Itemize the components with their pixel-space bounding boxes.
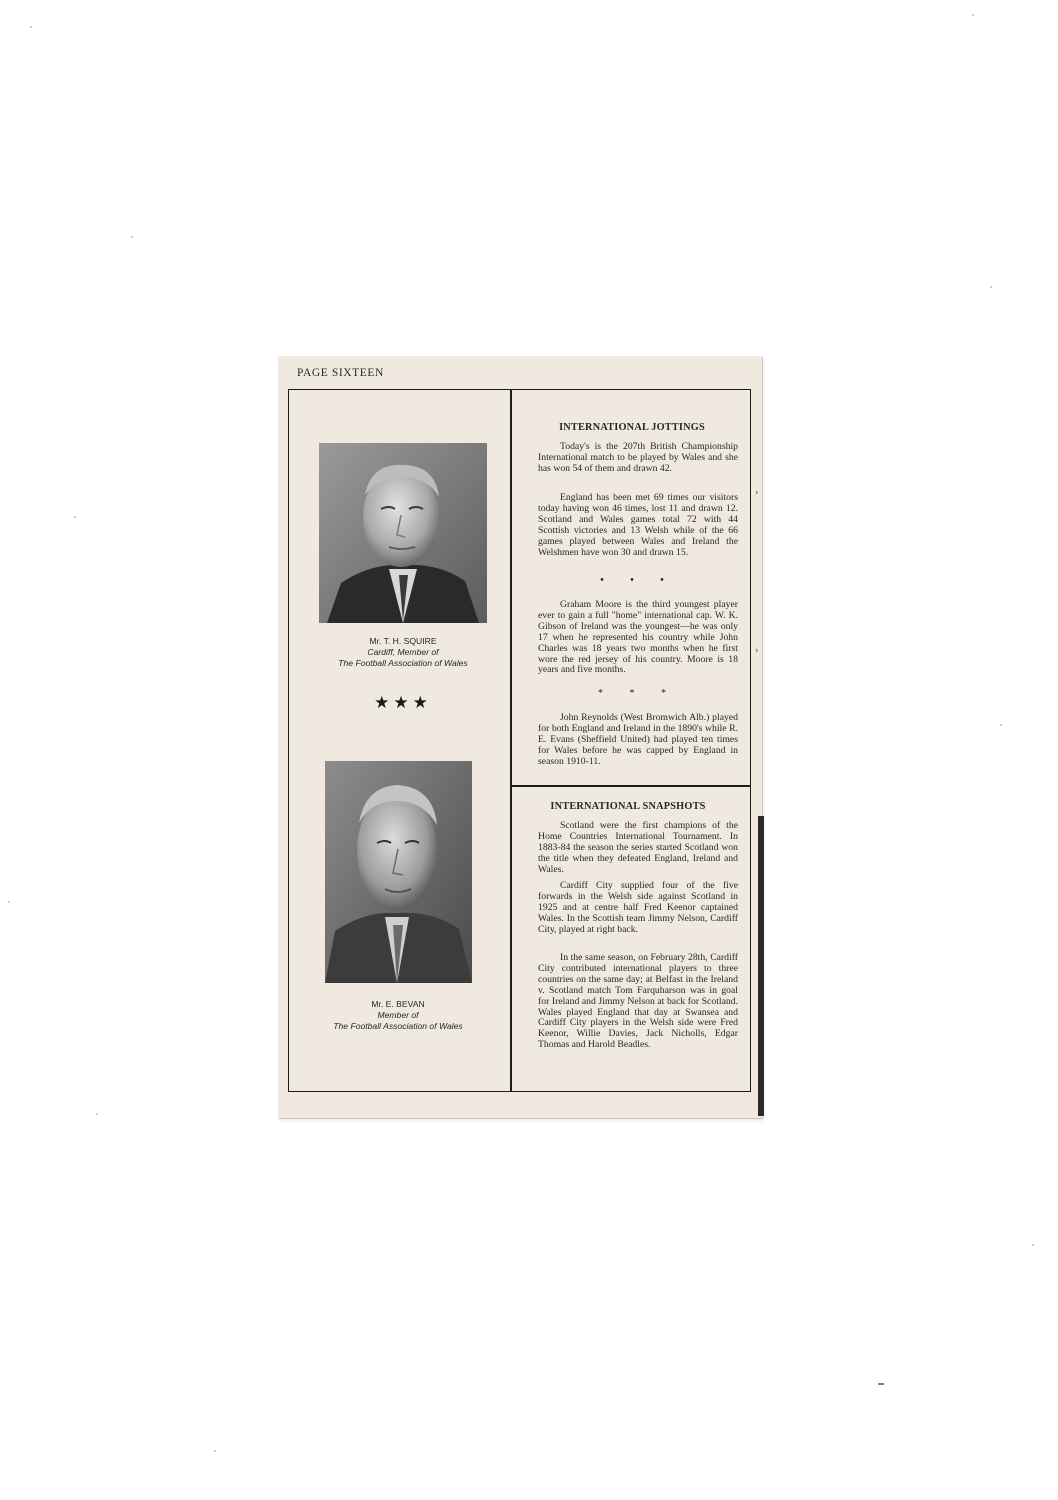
running-head: PAGE SIXTEEN — [297, 367, 384, 379]
scan-speck — [96, 1113, 98, 1115]
jottings-paragraph: John Reynolds (West Bromwich Alb.) played for both England and Ireland in the 1890's while R. E. Evans (Sheffield United) had played ten times for Wales before he was capped by England in season 1910-11. — [538, 712, 738, 767]
scan-mark: › — [755, 488, 759, 498]
section-divider — [511, 785, 751, 787]
portrait-role: Cardiff, Member of — [367, 647, 439, 657]
paragraph-divider: • • • — [600, 575, 676, 586]
portrait-role: Member of — [377, 1010, 419, 1020]
jottings-heading: INTERNATIONAL JOTTINGS — [559, 422, 705, 433]
portrait-squire-image — [319, 443, 487, 623]
column-divider — [510, 389, 512, 1092]
snapshots-heading: INTERNATIONAL SNAPSHOTS — [550, 801, 706, 812]
portrait-photo-bevan — [325, 761, 472, 983]
caption-bevan — [293, 999, 503, 1032]
scan-speck — [972, 14, 974, 16]
portrait-name: Mr. E. BEVAN — [371, 999, 425, 1009]
jottings-paragraph: England has been met 69 times our visitors today having won 46 times, lost 11 and drawn 12. Scotland and Wales games total 72 with 44 Scottish victories and 13 Welsh while of the 66 games played between Wales and Ireland the Welshmen have won 30 and drawn 15. — [538, 492, 738, 558]
page-edge-shadow — [758, 816, 764, 1116]
scan-speck — [1000, 724, 1002, 726]
scan-speck — [74, 516, 76, 518]
scan-speck — [1032, 1244, 1034, 1246]
scan-speck — [30, 26, 32, 28]
jottings-paragraph: Graham Moore is the third youngest player ever to gain a full "home" international cap. W. K. Gibson of Ireland was the youngest—he was only 17 when he represented his country while John Charles was 18 years two months when he first wore the red jersey of his country. Moore is 18 years and five months. — [538, 599, 738, 676]
portrait-photo-squire — [319, 443, 487, 623]
snapshots-paragraph: Cardiff City supplied four of the five forwards in the Welsh side against Scotland in 1925 and at centre half Fred Keenor captained Wales. In the Scottish team Jimmy Nelson, Cardiff City, played at right back. — [538, 880, 738, 935]
caption-squire — [298, 636, 508, 669]
scan-speck — [878, 1383, 884, 1385]
scan-speck — [8, 901, 10, 903]
snapshots-paragraph: Scotland were the first champions of the Home Countries International Tournament. In 1883-84 the season the series started Scotland won the title when they defeated England, Ireland and Wales. — [538, 820, 738, 875]
snapshots-paragraph: In the same season, on February 28th, Cardiff City contributed international players to three countries on the same day; at Belfast in the Ireland v. Scotland match Tom Farquharson was in goal for Ireland and Jimmy Nelson at back for Scotland. Wales played England that day at Swansea and Cardiff City players in the Welsh side were Fred Keenor, Willie Davies, Jack Nicholls, Edgar Thomas and Harold Beadles. — [538, 952, 738, 1051]
scan-speck — [990, 286, 992, 288]
portrait-bevan-image — [325, 761, 472, 983]
scan-mark: › — [755, 646, 759, 656]
scan-speck — [131, 236, 133, 238]
portrait-role: The Football Association of Wales — [338, 658, 468, 668]
paragraph-divider: * * * — [598, 688, 678, 699]
portrait-role: The Football Association of Wales — [333, 1021, 463, 1031]
jottings-paragraph: Today's is the 207th British Championship International match to be played by Wales and she has won 54 of them and drawn 42. — [538, 441, 738, 474]
star-separator: ★★★ — [374, 693, 432, 713]
portrait-name: Mr. T. H. SQUIRE — [369, 636, 437, 646]
scan-speck — [214, 1450, 216, 1452]
